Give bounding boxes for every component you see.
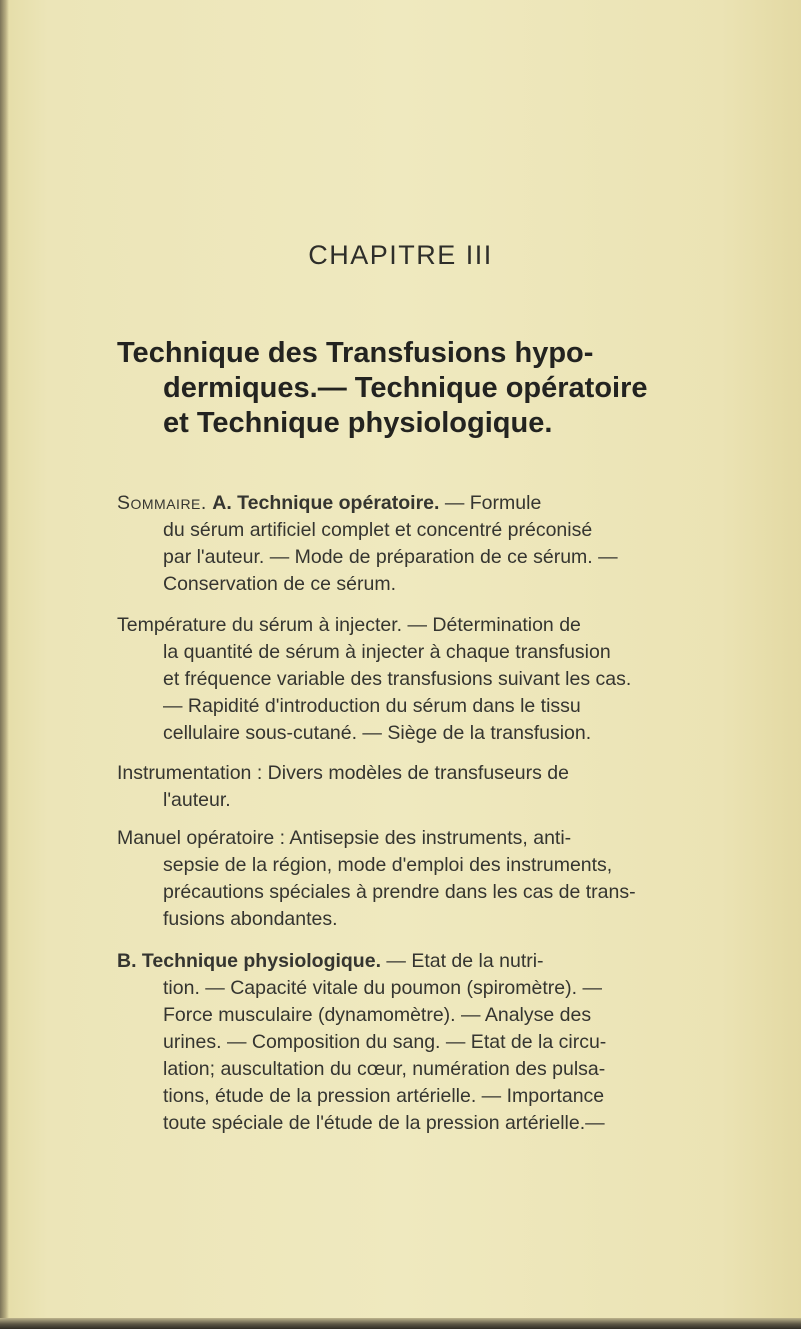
- sommaire-line-10: Instrumentation : Divers modèles de transfuseurs de: [117, 762, 569, 784]
- section-b-line-2: tion. — Capacité vitale du poumon (spiromètre). —: [163, 977, 602, 999]
- section-b-first-line: [117, 948, 544, 975]
- section-b-line-6: tions, étude de la pression artérielle. — Importance: [163, 1085, 605, 1107]
- sommaire-line-5: Température du sérum à injecter. — Détermination de: [117, 614, 581, 636]
- section-b-heading: B. Technique physiologique.: [117, 950, 381, 972]
- sommaire-first-line: [117, 490, 541, 517]
- sommaire-line-2: du sérum artificiel complet et concentré préconisé: [163, 519, 593, 541]
- sommaire-line-15: fusions abondantes.: [163, 908, 338, 930]
- sommaire-line-11: l'auteur.: [163, 789, 231, 811]
- section-b-line-1: — Etat de la nutri-: [380, 950, 544, 972]
- sommaire-line-6: la quantité de sérum à injecter à chaque transfusion: [163, 641, 611, 663]
- section-b-line-3: Force musculaire (dynamomètre). — Analyse des: [163, 1004, 592, 1026]
- sommaire-line-12: Manuel opératoire : Antisepsie des instruments, anti-: [117, 827, 572, 849]
- sommaire-line-1: — Formule: [439, 492, 542, 514]
- title-line-2: dermiques.— Technique opératoire: [163, 372, 648, 404]
- sommaire-line-9: cellulaire sous-cutané. — Siège de la transfusion.: [163, 722, 592, 744]
- sommaire-line-13: sepsie de la région, mode d'emploi des instruments,: [163, 854, 613, 876]
- sommaire-line-7: et fréquence variable des transfusions suivant les cas.: [163, 668, 632, 690]
- title-line-1: Technique des Transfusions hypo-: [117, 337, 594, 369]
- page-binding-edge: [0, 0, 9, 1329]
- sommaire-line-4: Conservation de ce sérum.: [163, 573, 397, 595]
- sommaire-line-8: — Rapidité d'introduction du sérum dans le tissu: [163, 695, 581, 717]
- sommaire-line-14: précautions spéciales à prendre dans les cas de trans-: [163, 881, 636, 903]
- section-a-heading: A. Technique opératoire.: [212, 492, 440, 514]
- section-b-line-4: urines. — Composition du sang. — Etat de la circu-: [163, 1031, 607, 1053]
- title-line-3: et Technique physiologique.: [163, 407, 553, 439]
- sommaire-label: Sommaire.: [117, 492, 207, 514]
- chapter-heading: CHAPITRE III: [308, 240, 493, 270]
- sommaire-line-3: par l'auteur. — Mode de préparation de ce sérum. —: [163, 546, 618, 568]
- page-bottom-edge: [0, 1318, 801, 1329]
- section-b-line-7: toute spéciale de l'étude de la pression artérielle.—: [163, 1112, 605, 1134]
- section-b-line-5: lation; auscultation du cœur, numération des pulsa-: [163, 1058, 606, 1080]
